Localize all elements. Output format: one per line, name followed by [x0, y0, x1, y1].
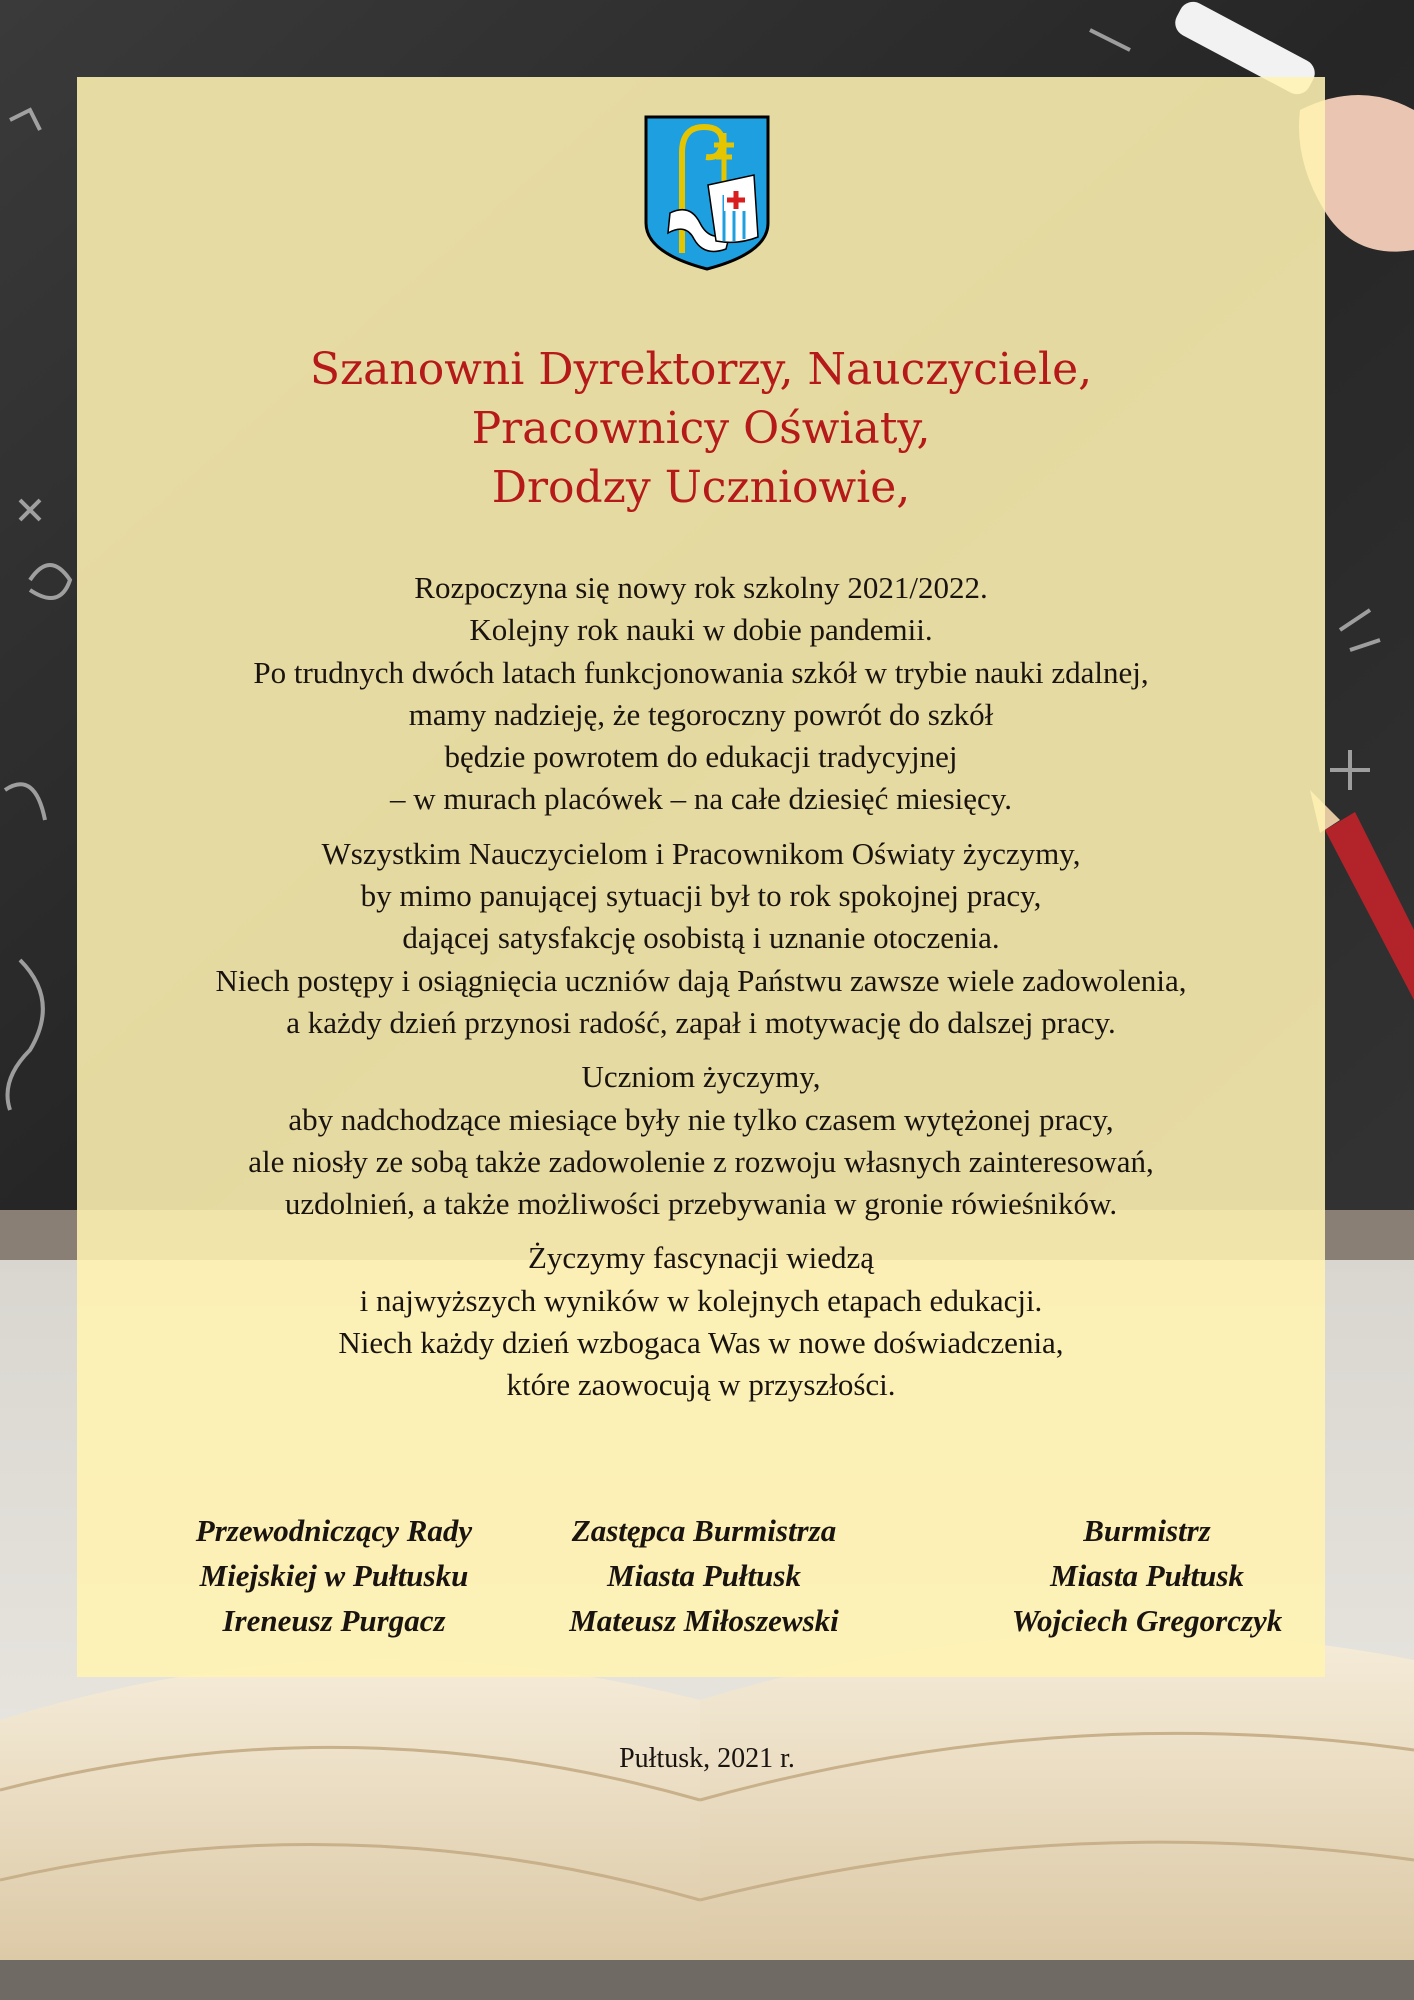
heading-line: Drodzy Uczniowie, [491, 462, 911, 513]
text-line: uzdolnień, a także możliwości przebywania w gronie rówieśników. [284, 1186, 1118, 1222]
text-line: Rozpoczyna się nowy rok szkolny 2021/2022. [414, 570, 988, 605]
paragraph-new-school-year [77, 567, 1325, 821]
paragraph-closing-wishes [77, 1237, 1325, 1406]
text-line: mamy nadzieję, że tegoroczny powrót do szkół [408, 696, 994, 732]
signature-line: Miejskiej w Pułtusku [199, 1558, 469, 1593]
signature-line: Burmistrz [1083, 1513, 1211, 1548]
text-line: Niech postępy i osiągnięcia uczniów dają Państwu zawsze wiele zadowolenia, [215, 962, 1187, 998]
text-line: Uczniom życzymy, [581, 1059, 821, 1095]
text-line: dającej satysfakcję osobistą i uznanie otoczenia. [402, 920, 1000, 956]
text-line: Po trudnych dwóch latach funkcjonowania szkół w trybie nauki zdalnej, [253, 654, 1149, 690]
signature-line: Ireneusz Purgacz [222, 1603, 446, 1638]
signature-deputy-mayor [494, 1508, 914, 1643]
signature-line: Miasta Pułtusk [1050, 1558, 1244, 1593]
text-line: ale niosły ze sobą także zadowolenie z rozwoju własnych zainteresowań, [248, 1143, 1154, 1179]
text-line: Niech każdy dzień wzbogaca Was w nowe doświadczenia, [338, 1325, 1064, 1361]
text-line: aby nadchodzące miesiące były nie tylko czasem wytężonej pracy, [288, 1101, 1114, 1137]
text-line: Kolejny rok nauki w dobie pandemii. [469, 612, 933, 648]
text-line: a każdy dzień przynosi radość, zapał i motywację do dalszej pracy. [286, 1004, 1116, 1040]
paragraph-teachers-wishes [77, 833, 1325, 1044]
coat-of-arms-icon [642, 113, 772, 273]
text-line: będzie powrotem do edukacji tradycyjnej [444, 739, 958, 775]
heading-line: Pracownicy Oświaty, [471, 403, 931, 454]
signature-line: Przewodniczący Rady [195, 1513, 473, 1548]
text-line: i najwyższych wyników w kolejnych etapach edukacji. [359, 1282, 1043, 1318]
text-line: Wszystkim Nauczycielom i Pracownikom Oświaty życzymy, [321, 835, 1081, 871]
text-line: – w murach placówek – na całe dziesięć miesięcy. [389, 781, 1012, 817]
text-line: by mimo panującej sytuacji był to rok spokojnej pracy, [360, 878, 1042, 914]
letter-body [77, 567, 1325, 1419]
signature-line: Zastępca Burmistrza [571, 1513, 837, 1548]
signature-line: Mateusz Miłoszewski [569, 1603, 839, 1638]
signature-council-chairman [124, 1508, 544, 1643]
signature-mayor [937, 1508, 1357, 1643]
heading-line: Szanowni Dyrektorzy, Nauczyciele, [309, 344, 1093, 395]
text-line: które zaowocują w przyszłości. [506, 1367, 896, 1403]
text-line: Życzymy fascynacji wiedzą [528, 1240, 874, 1276]
place-and-date: Pułtusk, 2021 r. [619, 1743, 795, 1774]
signature-line: Wojciech Gregorczyk [1011, 1603, 1283, 1638]
signature-line: Miasta Pułtusk [607, 1558, 801, 1593]
paragraph-students-wishes [77, 1056, 1325, 1225]
greeting-heading [77, 340, 1325, 517]
